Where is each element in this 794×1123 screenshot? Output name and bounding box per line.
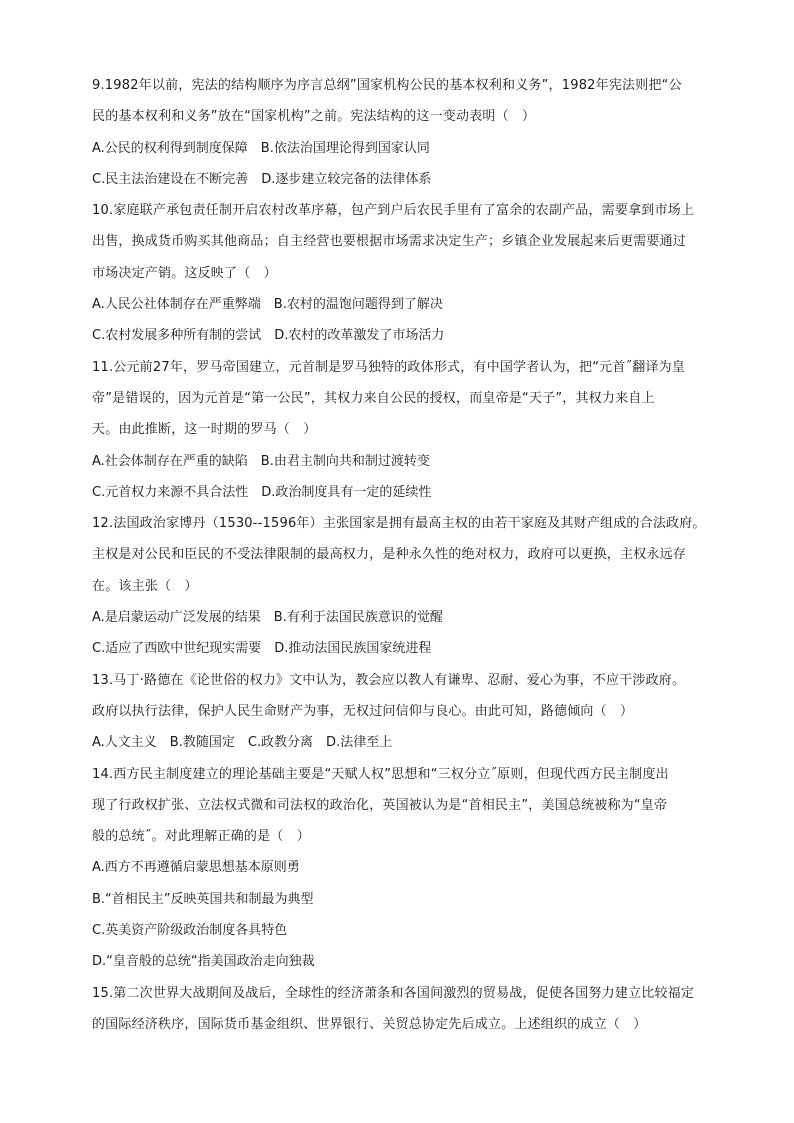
question-item <box>92 195 712 351</box>
question-stem-line: 的国际经济秩序，国际货币基金组织、世界银行、关贸总协定先后成立。上述组织的成立（ ） <box>92 1016 647 1032</box>
question-stem-line: 政府以执行法律，保护人民生命财产为事，无权过问信仰与良心。由此可知，路德倾向（ ） <box>92 703 634 719</box>
question-stem-line: 现了行政权扩张、立法权式微和司法权的政治化，英国被认为是“首相民主”，美国总统被称为“皇帝 <box>92 797 668 813</box>
answer-option-line: A.人文主义 B.教随国定 C.政教分离 D.法律至上 <box>92 735 393 751</box>
question-stem <box>92 195 712 289</box>
answer-option-line: D.“皇音般的总统“指美国政治走向独裁 <box>92 954 315 970</box>
question-item <box>92 508 712 664</box>
answer-option-line: A.公民的权利得到制度保障 B.依法治国理论得到国家认同 <box>92 140 430 156</box>
question-stem <box>92 70 712 133</box>
answer-option-line: C.民主法治建设在不断完善 D.逐步建立较完备的法律体系 <box>92 171 432 187</box>
answer-option-line: C.元首权力来源不具合法性 D.政治制度具有一定的延续性 <box>92 484 432 500</box>
question-stem-line: 15.第二次世界大战期间及战后，全球性的经济萧条和各国间激烈的贸易战，促使各国努力建立比较福定 <box>92 985 695 1001</box>
question-stem <box>92 759 712 853</box>
question-stem-line: 市场决定产销。这反映了（ ） <box>92 265 277 281</box>
question-stem-line: 12.法国政治家博丹（1530--1596年）主张国家是拥有最高主权的由若干家庭及其财产组成的合法政府。 <box>92 516 706 532</box>
question-stem-line: 般的总统˝。对此理解正确的是（ ） <box>92 829 310 845</box>
question-stem <box>92 978 712 1041</box>
answer-option-line: A.人民公社体制存在严重弊端 B.农村的温饱问题得到了解决 <box>92 297 443 313</box>
question-item <box>92 978 712 1041</box>
question-item <box>92 70 712 195</box>
question-stem-line: 11.公元前27年，罗马帝国建立，元首制是罗马独特的政体形式，有中国学者认为，把“元首˝翻译为皇 <box>92 359 686 375</box>
question-stem-line: 帝”是错误的，因为元首是“第一公民”，其权力来自公民的授权，而皇帝是“天子”，其权力来自上 <box>92 390 655 406</box>
answer-option-line: C.适应了西欧中世纪现实需要 D.推动法国民族国家统进程 <box>92 641 432 657</box>
question-stem-line: 主权是对公民和臣民的不受法律限制的最高权力，是种永久性的绝对权力，政府可以更换，主权永远存 <box>92 547 687 563</box>
question-stem-line: 民的基本权利和义务”放在“国家机构”之前。宪法结构的这一变动表明（ ） <box>92 109 536 125</box>
answer-option-line: C.英美资产阶级政治制度各具特色 <box>92 923 288 939</box>
question-stem <box>92 665 712 728</box>
question-stem <box>92 508 712 602</box>
answer-option-line: A.社会体制存在严重的缺陷 B.由君主制向共和制过渡转变 <box>92 453 430 469</box>
answer-option-line: C.农村发展多种所有制的尝试 D.农村的改革激发了市场活力 <box>92 328 445 344</box>
question-stem-line: 在。该主张（ ） <box>92 578 198 594</box>
question-stem-line: 出售，换成货币购买其他商品；自主经营也要根据市场需求决定生产；乡镇企业发展起来后更需要通过 <box>92 234 687 250</box>
question-stem <box>92 352 712 446</box>
question-stem-line: 13.马丁·路德在《论世俗的权力》文中认为，教会应以教人有谦卑、忍耐、爱心为事，不应干涉政府。 <box>92 672 686 688</box>
question-stem-line: 天。由此推断，这一时期的罗马（ ） <box>92 422 317 438</box>
question-stem-line: 14.西方民主制度建立的理论基础主要是“天赋人权”思想和“三权分立˝原则，但现代西方民主制度出 <box>92 766 669 782</box>
question-stem-line: 10.家庭联产承包责任制开启农村改革序幕，包产到户后农民手里有了富余的农副产品，需要拿到市场上 <box>92 203 695 219</box>
question-stem-line: 9.1982年以前，宪法的结构顺序为序言总纲”国家机构公民的基本权利和义务”，1982年宪法则把“公 <box>92 78 682 93</box>
answer-option-line: A.西方不再遵循启蒙思想基本原则勇 <box>92 860 300 876</box>
answer-option-line: A.是启蒙运动广泛发展的结果 B.有利于法国民族意识的觉醒 <box>92 610 443 626</box>
question-item <box>92 665 712 759</box>
question-item <box>92 759 712 978</box>
question-list <box>92 70 712 1040</box>
answer-option-line: B.“首相民主”反映英国共和制最为典型 <box>92 891 314 907</box>
question-item <box>92 352 712 508</box>
